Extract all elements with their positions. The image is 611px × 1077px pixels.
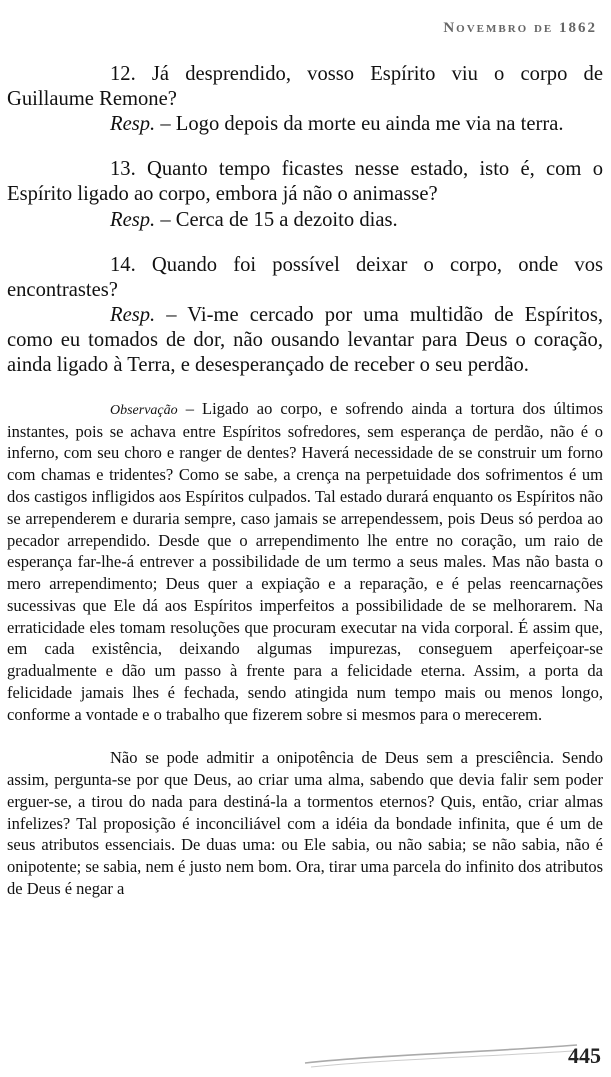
observation-label: Observação <box>110 403 178 419</box>
question-text: 12. Já desprendido, vosso Espírito viu o corpo de Guillaume Remone? <box>7 63 603 111</box>
resp-label: Resp. <box>110 208 156 231</box>
resp-label: Resp. <box>110 113 156 136</box>
page-number: 445 <box>568 1043 601 1068</box>
paragraph-text: Não se pode admitir a onipotência de Deus sem a presciência. Sendo assim, pergunta-se por que Deus, ao criar uma alma, sabendo que devia falir sem poder erguer-se, a tirou do nada para destiná-la a tormentos eternos? Quis, então, criar almas infelizes? Tal proposição é inconciliável com a idéia da bondade infinita, que é um de seus atributos essenciais. De duas uma: ou Ele sabia, ou não sabia; se não sabia, não é onipotente; se sabia, nem é justo nem bom. Ora, tirar uma parcela do infinito dos atributos de Deus é negar a <box>7 748 603 898</box>
page-swoosh-ornament <box>301 1037 581 1071</box>
qa-item-13 <box>7 157 603 232</box>
resp-label: Resp. <box>110 303 156 326</box>
observation-text <box>7 398 603 725</box>
observation-block <box>7 398 603 725</box>
question-text: 13. Quanto tempo ficastes nesse estado, isto é, com o Espírito ligado ao corpo, embora já não o animasse? <box>7 158 603 206</box>
question-text: 14. Quando foi possível deixar o corpo, onde vos encontrastes? <box>7 253 603 301</box>
answer-text <box>7 208 603 233</box>
observation-body: – Ligado ao corpo, e sofrendo ainda a tortura dos últimos instantes, pois se achava entre Espíritos sofredores, sem esperança de perdão, não é o inferno, com seu choro e ranger de dentes? Haverá necessidade de se construir um forno com chamas e tridentes? Como se sabe, a crença na perpetuidade dos sofrimentos é um dos castigos infligidos aos Espíritos culpados. Tal estado durará enquanto os Espíritos não se arrependerem e duraria sempre, caso jamais se arrependessem, pois Deus só perdoa ao pecador arrependido. Desde que o arrependimento lhe entre no coração, um raio de esperança far-lhe-á entrever a possibilidade de um termo a seus males. Mas não basta o mero arrependimento; Deus quer a expiação e a reparação, e é pelas reencarnações sucessivas que Ele dá aos Espíritos imperfeitos a possibilidade de se melhorarem. Na erraticidade eles tomam resoluções que procuram executar na vida corporal. É assim que, em cada existência, deixando algumas impurezas, conseguem aperfeiçoar-se gradualmente e dão um passo à frente para a felicidade eterna. Assim, a porta da felicidade jamais lhes é fechada, sendo atingida num tempo mais ou menos longo, conforme a vontade e o trabalho que fizerem sobre si mesmos para o merecerem. <box>7 399 603 724</box>
answer-body: – Logo depois da morte eu ainda me via na terra. <box>155 113 564 136</box>
page-content <box>7 62 603 900</box>
qa-item-14 <box>7 253 603 379</box>
answer-text <box>7 112 603 137</box>
qa-item-12 <box>7 62 603 137</box>
answer-text <box>7 303 603 378</box>
answer-body: – Cerca de 15 a dezoito dias. <box>155 208 398 231</box>
body-paragraph <box>7 747 603 899</box>
running-header: Novembro de 1862 <box>443 20 597 36</box>
answer-body: – Vi-me cercado por uma multidão de Espíritos, como eu tomados de dor, não ousando levantar para Deus o coração, ainda ligado à Terra, e desesperançado de receber o seu perdão. <box>7 303 603 377</box>
